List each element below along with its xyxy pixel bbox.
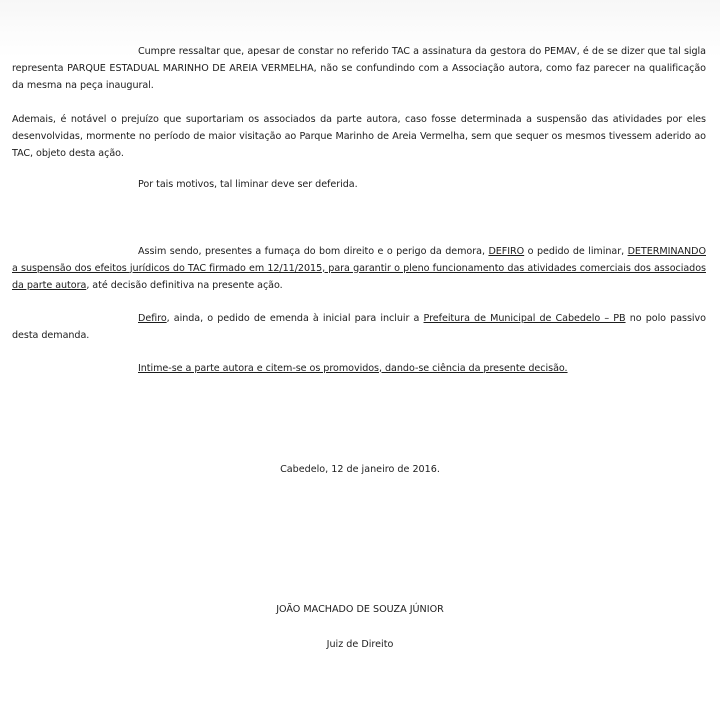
amendment-defiro: Defiro bbox=[138, 312, 167, 324]
paragraph-ruling bbox=[12, 243, 706, 294]
ruling-text-2: o pedido de liminar, bbox=[524, 245, 628, 257]
ruling-determinando: DETERMINANDO a suspensão dos efeitos jurídicos do TAC firmado em 12/11/2015, para garantir o pleno funcionamento das atividades comerciais dos associados da parte autora bbox=[12, 245, 706, 291]
ruling-text-3: , até decisão definitiva na presente ação. bbox=[86, 279, 283, 291]
ruling-text-1: Assim sendo, presentes a fumaça do bom direito e o perigo da demora, bbox=[138, 245, 489, 257]
paragraph-amendment bbox=[12, 310, 706, 344]
signer-title: Juiz de Direito bbox=[326, 639, 394, 650]
amendment-prefeitura: Prefeitura de Municipal de Cabedelo – PB bbox=[423, 312, 626, 324]
place-date: Cabedelo, 12 de janeiro de 2016. bbox=[280, 464, 440, 475]
amendment-text-2: no polo passivo desta demanda. bbox=[12, 312, 706, 341]
paragraph-prejudice: Ademais, é notável o prejuízo que suportariam os associados da parte autora, caso fosse determinada a suspensão das atividades por eles desenvolvidas, mormente no período de maior visitação ao Parque Marinho de Areia Vermelha, sem que sequer os mesmos tivessem aderido ao TAC, objeto desta ação. bbox=[12, 113, 706, 159]
signer-name: JOÃO MACHADO DE SOUZA JÚNIOR bbox=[276, 604, 444, 615]
amendment-text-1: , ainda, o pedido de emenda à inicial para incluir a bbox=[166, 312, 424, 324]
summons-text: Intime-se a parte autora e citem-se os promovidos, dando-se ciência da presente decisão. bbox=[138, 362, 568, 374]
paragraph-motives: Por tais motivos, tal liminar deve ser deferida. bbox=[138, 178, 358, 190]
ruling-defiro: DEFIRO bbox=[488, 245, 525, 257]
paragraph-summons bbox=[12, 360, 706, 377]
paragraph-pemav-clarification: Cumpre ressaltar que, apesar de constar no referido TAC a assinatura da gestora do PEMAV, é de se dizer que tal sigla representa PARQUE ESTADUAL MARINHO DE AREIA VERMELHA, não se confundindo com a Associação autora, como faz parecer na qualificação da mesma na peça inaugural. bbox=[12, 45, 706, 91]
